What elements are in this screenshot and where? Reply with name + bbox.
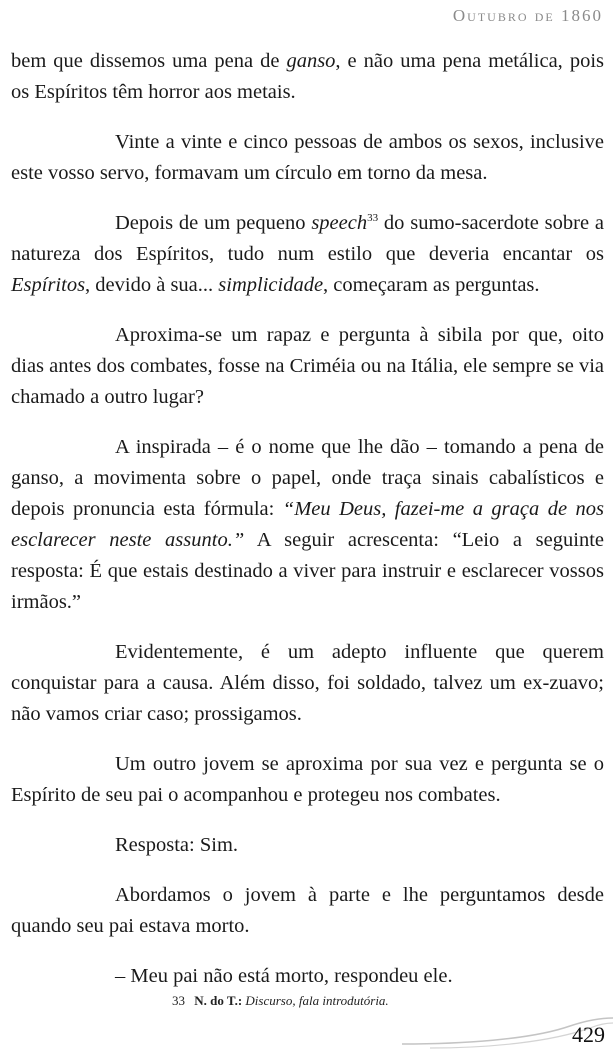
footnote [172,993,389,1009]
footnote-reference[interactable]: 33 [367,212,379,225]
page-number: 429 [572,1022,605,1047]
italic-word: Espíritos [11,274,86,296]
paragraph-6: Evidentemente, é um adepto influente que querem conquistar para a causa. Além disso, foi soldado, talvez um ex-zuavo; não vamos criar caso; prossigamos. [11,641,604,725]
paragraph-3 [11,208,604,301]
paragraph-2: Vinte a vinte e cinco pessoas de ambos os sexos, inclusive este vosso servo, formavam um círculo em torno da mesa. [11,131,604,184]
italic-word: simplicidade [218,274,324,296]
running-head: Outubro de 1860 [452,6,603,25]
paragraph-1 [11,46,604,108]
text-run: bem que dissemos uma pena de [11,50,287,72]
body-text [11,46,604,992]
text-run: do sumo-sacerdote sobre a natureza dos Espíritos, tudo num estilo que deveria encantar os [11,212,604,265]
paragraph-7: Um outro jovem se aproxima por sua vez e pergunta se o Espírito de seu pai o acompanhou e protegeu nos combates. [11,753,604,806]
italic-word: ganso [286,50,336,72]
paragraph-4: Aproxima-se um rapaz e pergunta à sibila por que, oito dias antes dos combates, fosse na Criméia ou na Itália, ele sempre se via chamado a outro lugar? [11,324,604,408]
paragraph-10: – Meu pai não está morto, respondeu ele. [115,965,453,987]
text-run: A seguir acrescenta: “Leio a seguinte resposta: É que estais destinado a viver para instruir e esclarecer vossos irmãos.” [11,529,604,613]
text-run: A inspirada – é o nome que lhe dão – tomando a pena de ganso, a movimenta sobre o papel, onde traça sinais cabalísticos e depois pronuncia esta fórmula: [11,436,604,520]
paragraph-8: Resposta: Sim. [115,834,239,856]
paragraph-9: Abordamos o jovem à parte e lhe perguntamos desde quando seu pai estava morto. [11,884,604,937]
text-run: , devido à sua... [85,274,219,296]
text-run: , e não uma pena metálica, pois os Espíritos têm horror aos metais. [11,50,604,103]
italic-quote: “Meu Deus, fazei-me a graça de nos esclarecer neste assunto.” [11,498,604,551]
paragraph-5 [11,432,604,618]
text-run: Depois de um pequeno [115,212,312,234]
text-run: , começaram as perguntas. [323,274,540,296]
footnote-text: Discurso, fala introdutória. [245,993,389,1008]
italic-word: speech [311,212,368,234]
footnote-number: 33 [172,993,185,1008]
footnote-label: N. do T.: [194,993,243,1008]
